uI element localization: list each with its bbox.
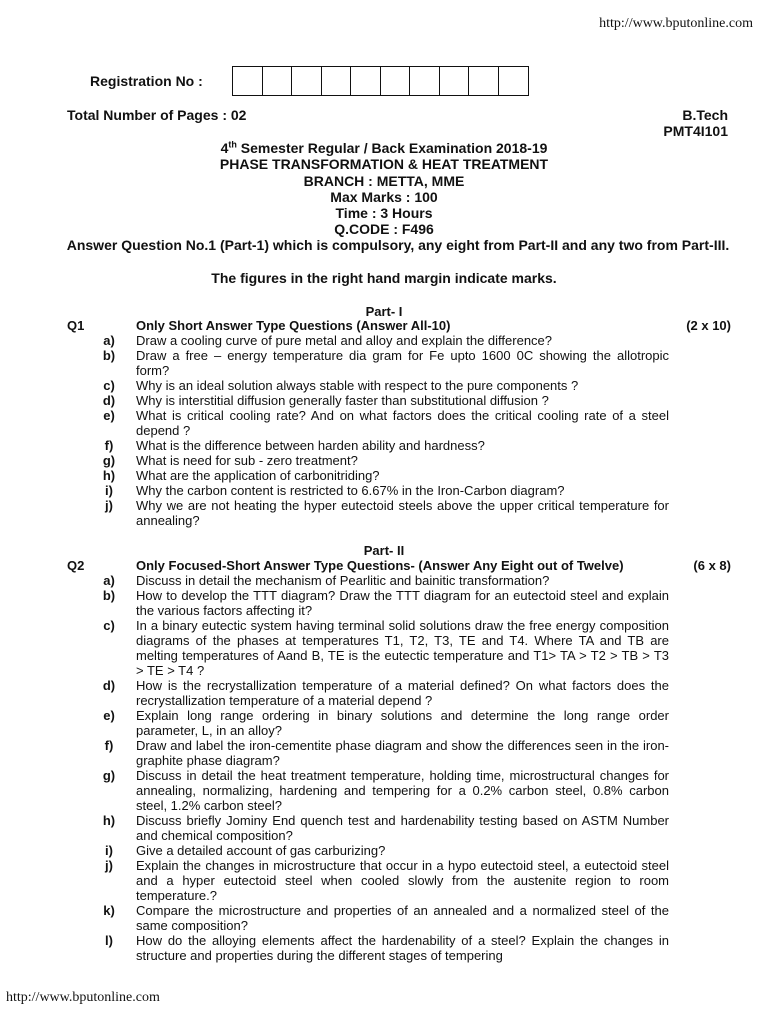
question-item [0,498,768,528]
item-text: Why is an ideal solution always stable with respect to the pure components ? [136,378,579,393]
course-info [663,107,728,139]
registration-row [90,66,529,96]
registration-box[interactable] [381,67,411,95]
item-label: c) [103,378,115,393]
subject-title: PHASE TRANSFORMATION & HEAT TREATMENT [219,156,549,172]
item-text: How is the recrystallization temperature of a material defined? On what factors does the recrystallization temperature of a material depend ? [136,678,669,708]
item-label: c) [103,618,115,633]
question-item [0,858,768,903]
item-label: f) [104,438,114,453]
item-label: b) [102,588,116,603]
item-text: What is critical cooling rate? And on what factors does the critical cooling rate of a steel depend ? [136,408,669,438]
item-label: g) [102,768,116,783]
q1-items [0,333,768,528]
item-label: l) [105,933,113,948]
item-text: Draw a free – energy temperature dia gram for Fe upto 1600 0C showing the allotropic form? [136,348,669,378]
item-label: a) [103,333,115,348]
item-text: In a binary eutectic system having terminal solid solutions draw the free energy composition diagrams of the phases at temperatures T1, T2, T3, TE and T4. Where TA and TB are melting temperatures of Aand B, TE is the eutectic temperature and T1> TA > T2 > TB > T3 > TE > T4 ? [136,618,669,678]
question-item [0,843,768,858]
source-url-bottom[interactable]: http://www.bputonline.com [6,990,160,1005]
item-text: What are the application of carbonitriding? [136,468,380,483]
question-item [0,708,768,738]
branch: BRANCH : METTA, MME [303,173,465,189]
question-item [0,468,768,483]
marks-note: The figures in the right hand margin indicate marks. [211,270,557,286]
question-item [0,348,768,378]
item-label: e) [103,708,115,723]
registration-box[interactable] [469,67,499,95]
item-label: i) [105,483,113,498]
item-text: What is the difference between harden ability and hardness? [136,438,485,453]
item-label: b) [102,348,116,363]
registration-label: Registration No : [90,73,203,89]
item-text: Compare the microstructure and properties of an annealed and a normalized steel of the same composition? [136,903,669,933]
question-item [0,393,768,408]
question-item [0,813,768,843]
registration-boxes [232,66,529,96]
question-code: Q.CODE : F496 [334,221,434,237]
degree: B.Tech [682,107,728,123]
item-text: Why the carbon content is restricted to 6.67% in the Iron-Carbon diagram? [136,483,565,498]
exam-time: Time : 3 Hours [335,205,433,221]
question-item [0,573,768,588]
question-item [0,738,768,768]
registration-box[interactable] [351,67,381,95]
question-item [0,933,768,963]
paper-code: PMT4I101 [663,123,728,139]
question-item [0,768,768,813]
item-text: Discuss briefly Jominy End quench test and hardenability testing based on ASTM Number and chemical composition? [136,813,669,843]
q2-heading: Only Focused-Short Answer Type Questions- (Answer Any Eight out of Twelve) [136,558,624,573]
question-item [0,618,768,678]
item-text: Discuss in detail the heat treatment temperature, holding time, microstructural changes for annealing, normalizing, hardening and tempering for a 0.2% carbon steel, 0.8% carbon steel, 1.2% carbon steel? [136,768,669,813]
semester-suffix: th [228,139,237,150]
item-label: g) [102,453,116,468]
item-text: Discuss in detail the mechanism of Pearlitic and bainitic transformation? [136,573,550,588]
item-text: Why we are not heating the hyper eutectoid steels above the upper critical temperature for annealing? [136,498,669,528]
item-label: d) [102,393,116,408]
total-pages: Total Number of Pages : 02 [67,107,247,123]
item-label: j) [105,498,113,513]
item-label: k) [103,903,115,918]
part2-title: Part- II [363,543,405,558]
registration-box[interactable] [440,67,470,95]
item-label: a) [103,573,115,588]
q2-number: Q2 [67,558,85,573]
item-text: Draw and label the iron-cementite phase diagram and show the differences seen in the iron-graphite phase diagram? [136,738,669,768]
question-item [0,408,768,438]
item-text: What is need for sub - zero treatment? [136,453,358,468]
registration-box[interactable] [292,67,322,95]
q1-heading: Only Short Answer Type Questions (Answer All-10) [136,318,451,333]
registration-box[interactable] [322,67,352,95]
question-item [0,483,768,498]
item-text: Give a detailed account of gas carburizing? [136,843,386,858]
max-marks: Max Marks : 100 [330,189,438,205]
item-label: e) [103,408,115,423]
item-label: i) [105,843,113,858]
item-text: Explain long range ordering in binary solutions and determine the long range order parameter, L, in an alloy? [136,708,669,738]
part1-title: Part- I [365,304,403,319]
item-text: Explain the changes in microstructure that occur in a hypo eutectoid steel, a eutectoid steel and a hyper eutectoid steel when cooled slowly from the austenite region to room temperature.? [136,858,669,903]
semester-line [0,140,768,156]
item-label: h) [102,468,116,483]
item-text: How do the alloying elements affect the hardenability of a steel? Explain the changes in structure and properties during the different stages of tempering [136,933,669,963]
registration-box[interactable] [410,67,440,95]
registration-box[interactable] [499,67,529,95]
q2-items [0,573,768,963]
semester-text: Semester Regular / Back Examination 2018-19 [236,140,548,156]
item-text: Why is interstitial diffusion generally faster than substitutional diffusion ? [136,393,549,408]
question-item [0,333,768,348]
q1-marks: (2 x 10) [686,318,731,333]
item-text: How to develop the TTT diagram? Draw the TTT diagram for an eutectoid steel and explain the various factors affecting it? [136,588,669,618]
item-label: f) [104,738,114,753]
item-label: j) [105,858,113,873]
instructions: Answer Question No.1 (Part-1) which is compulsory, any eight from Part-II and any two from Part-III. [66,237,730,253]
q2-marks: (6 x 8) [693,558,731,573]
question-item [0,903,768,933]
item-text: Draw a cooling curve of pure metal and alloy and explain the difference? [136,333,553,348]
item-label: h) [102,813,116,828]
source-url-top[interactable]: http://www.bputonline.com [599,16,753,31]
registration-box[interactable] [263,67,293,95]
question-item [0,588,768,618]
item-label: d) [102,678,116,693]
question-item [0,453,768,468]
semester-number: 4 [220,140,229,156]
question-item [0,678,768,708]
question-item [0,438,768,453]
registration-box[interactable] [233,67,263,95]
q1-number: Q1 [67,318,85,333]
question-item [0,378,768,393]
